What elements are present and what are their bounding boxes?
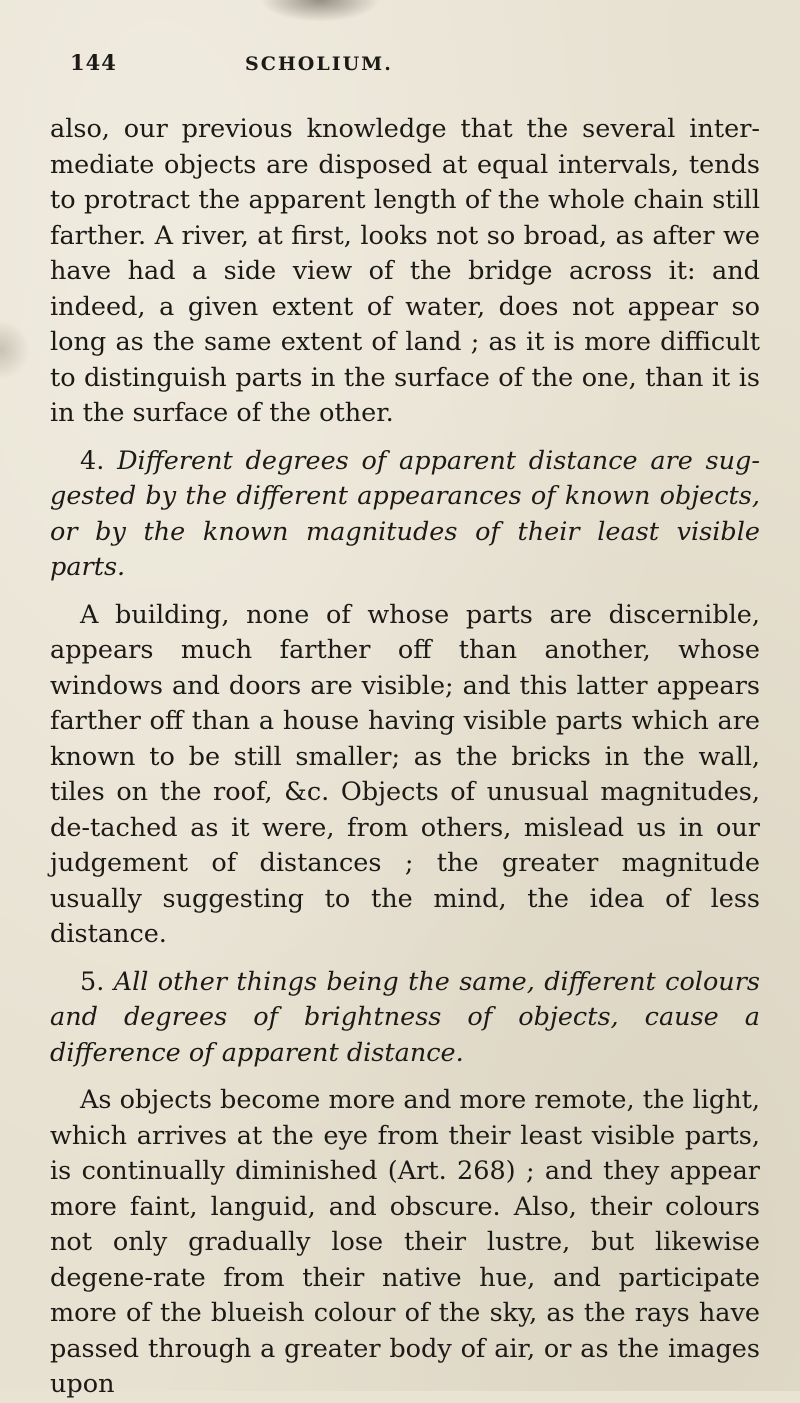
ink-stain bbox=[260, 0, 380, 22]
paragraph-building: A building, none of whose parts are discernible, appears much farther off than another, whose windows and doors are visible; and this latter appears farther off than a house having visible parts which are known to be still smaller; as the bricks in the wall, tiles on the roof, &c. Objects of unusual magnitudes, de-tached as it were, from others, mislead us in our judgement of distances ; the greater magnitude usually suggesting to the mind, the idea of less distance. bbox=[50, 599, 760, 949]
page-header bbox=[50, 50, 760, 84]
paragraph-continuation: also, our previous knowledge that the several inter-mediate objects are disposed at equal intervals, tends to protract the apparent length of the whole chain still farther. A river, at first, looks not so broad, as after we have had a side view of the bridge across it: and indeed, a given extent of water, does not appear so long as the same extent of land ; as it is more difficult to distinguish parts in the surface of the one, than it is in the surface of the other. bbox=[50, 114, 760, 428]
section-heading-text: All other things being the same, different colours and degrees of brightness of objects, cause a difference of apparent distance. bbox=[50, 966, 760, 1068]
section-number: 4. bbox=[80, 445, 105, 476]
section-heading-4 bbox=[50, 444, 760, 586]
section-heading-text: Different degrees of apparent distance are sug-gested by the different appearances of known objects, or by the known magnitudes of their least visible parts. bbox=[50, 445, 760, 582]
margin-shadow bbox=[0, 320, 30, 380]
section-number: 5. bbox=[80, 966, 105, 997]
page-number: 144 bbox=[70, 50, 117, 75]
running-head: SCHOLIUM. bbox=[245, 53, 393, 75]
section-heading-5 bbox=[50, 965, 760, 1072]
paragraph-remote-objects: As objects become more and more remote, the light, which arrives at the eye from their least visible parts, is continually diminished (Art. 268) ; and they appear more faint, languid, and obscure. Also, their colours not only gradually lose their lustre, but likewise degene-rate from their native hue, and participate more of the blueish colour of the sky, as the rays have passed through a greater body of air, or as the images upon bbox=[50, 1085, 760, 1399]
